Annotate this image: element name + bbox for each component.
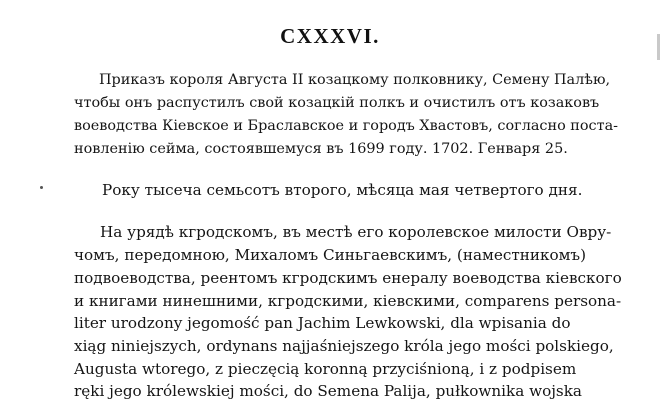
date-line: Року тысеча семьсотъ второго, мѣсяца мая четвертого дня. [102,181,583,199]
body-line: Augusta wtorego, z pieczęcią koronną przyciśnioną, i z podpisem [74,360,577,378]
body-line: чомъ, передомною, Михаломъ Синьгаевскимъ, (наместникомъ) [74,246,587,264]
body-line: xiąg niniejszych, ordynans najjaśniejszego króla jego mości polskiego, [74,337,614,355]
body-line: liter urodzony jegomość pan Jachim Lewkowski, dla wpisania do [74,314,571,332]
body-line: ręki jego królewskiej mości, do Semena Palija, pułkownika wojska [74,382,582,400]
body-line: подвоеводства, реентомъ кгродскимъ енералу воеводства кіевского [74,269,622,287]
summary-line: чтобы онъ распустилъ свой козацкій полкъ и очистилъ отъ козаковъ [74,95,600,111]
body-line: и книгами нинешними, кгродскими, кіевскими, comparens persona- [74,292,622,310]
document-number-heading: CXXXVI. [280,24,380,48]
body-line: На урядѣ кгродскомъ, въ местѣ его королевское милости Овру- [100,223,612,241]
summary-line: Приказъ короля Августа II козацкому полковнику, Семену Палѣю, [99,72,611,88]
margin-speck [40,186,43,189]
summary-line: воеводства Кіевское и Браславское и городъ Хвастовъ, согласно поста- [74,118,619,134]
summary-line: новленію сейма, состоявшемуся въ 1699 году. 1702. Генваря 25. [74,141,568,157]
